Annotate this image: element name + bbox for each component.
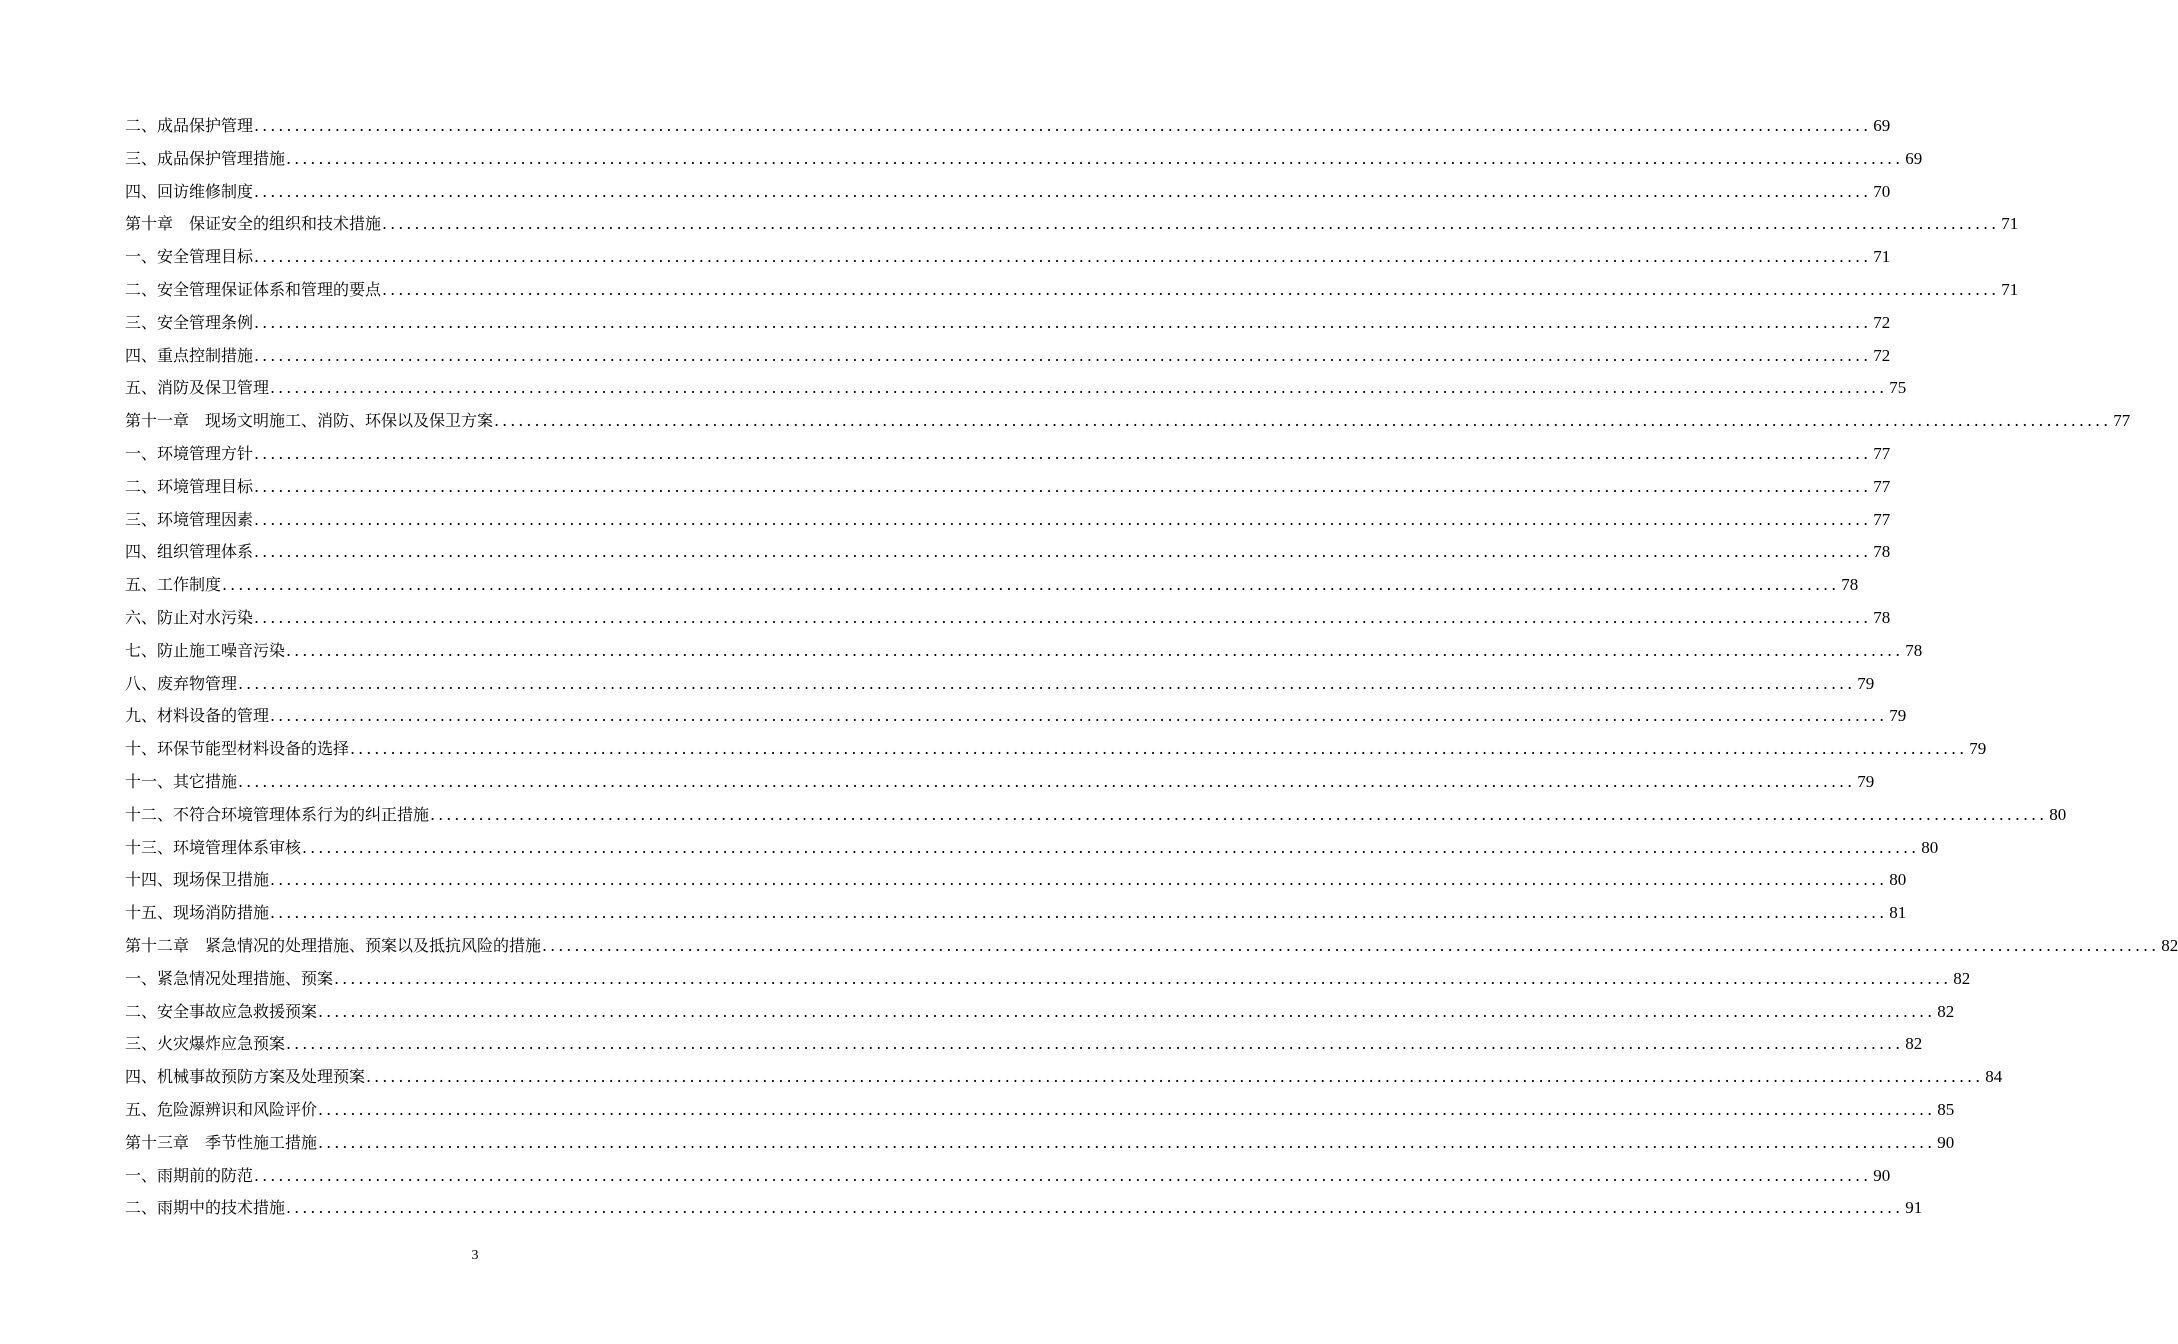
toc-entry[interactable] xyxy=(125,930,2178,963)
toc-entry-title: 六、防止对水污染 xyxy=(125,607,254,627)
toc-leader-dots: ........................................................................................................................................................................................................ xyxy=(254,247,1872,267)
toc-leader-dots: ........................................................................................................................................................................................................ xyxy=(254,116,1872,135)
toc-leader-dots: ........................................................................................................................................................................................................ xyxy=(254,476,1872,496)
toc-entry-page: 69 xyxy=(1873,116,1891,135)
toc-entry[interactable] xyxy=(125,700,1907,733)
toc-leader-dots: ........................................................................................................................................................................................................ xyxy=(382,279,2000,299)
toc-entry-title: 一、雨期前的防范 xyxy=(125,1165,254,1185)
toc-entry-title: 第十章 保证安全的组织和技术措施 xyxy=(125,214,382,234)
toc-entry-title: 十四、现场保卫措施 xyxy=(125,870,270,890)
toc-entry-page: 82 xyxy=(1953,968,1971,988)
toc-entry-page: 80 xyxy=(1889,870,1907,890)
toc-entry[interactable] xyxy=(125,208,2019,241)
toc-entry-title: 三、环境管理因素 xyxy=(125,509,254,529)
toc-entry-page: 77 xyxy=(1873,509,1891,529)
toc-entry[interactable] xyxy=(125,996,1955,1029)
toc-entry[interactable] xyxy=(125,438,1891,471)
toc-entry-page: 72 xyxy=(1873,345,1891,365)
toc-leader-dots: ........................................................................................................................................................................................................ xyxy=(382,214,2000,234)
toc-entry-page: 79 xyxy=(1857,673,1875,693)
toc-entry-title: 二、环境管理目标 xyxy=(125,476,254,496)
toc-entry-page: 79 xyxy=(1969,739,1987,759)
toc-leader-dots: ........................................................................................................................................................................................................ xyxy=(286,148,1904,168)
toc-entry-page: 78 xyxy=(1873,542,1891,562)
toc-entry[interactable] xyxy=(125,143,1923,176)
toc-entry[interactable] xyxy=(125,307,1891,340)
toc-entry-title: 二、安全事故应急救援预案 xyxy=(125,1001,318,1021)
toc-leader-dots: ........................................................................................................................................................................................................ xyxy=(254,443,1872,463)
toc-entry-title: 一、安全管理目标 xyxy=(125,247,254,267)
toc-entry[interactable] xyxy=(125,536,1891,569)
toc-entry-page: 79 xyxy=(1889,706,1907,726)
toc-entry-page: 70 xyxy=(1873,181,1891,201)
toc-entry-title: 第十一章 现场文明施工、消防、环保以及保卫方案 xyxy=(125,411,494,431)
toc-entry-title: 三、安全管理条例 xyxy=(125,312,254,332)
toc-entry[interactable] xyxy=(125,832,1939,865)
toc-entry-title: 十三、环境管理体系审核 xyxy=(125,837,302,857)
toc-entry-page: 84 xyxy=(1985,1067,2003,1087)
toc-entry[interactable] xyxy=(125,1028,1923,1061)
toc-entry-title: 三、成品保护管理措施 xyxy=(125,148,286,168)
toc-entry-title: 第十三章 季节性施工措施 xyxy=(125,1132,318,1152)
toc-entry[interactable] xyxy=(125,635,1923,668)
toc-entry-title: 五、工作制度 xyxy=(125,575,222,595)
toc-leader-dots: ........................................................................................................................................................................................................ xyxy=(334,968,1952,988)
toc-entry[interactable] xyxy=(125,668,1875,701)
toc-entry-title: 一、紧急情况处理措施、预案 xyxy=(125,968,334,988)
toc-entry[interactable] xyxy=(125,1061,2003,1094)
toc-leader-dots: ........................................................................................................................................................................................................ xyxy=(286,1034,1904,1054)
toc-leader-dots: ........................................................................................................................................................................................................ xyxy=(238,673,1856,693)
table-of-contents xyxy=(125,110,2178,1225)
toc-leader-dots: ........................................................................................................................................................................................................ xyxy=(318,1132,1936,1152)
toc-entry-page: 90 xyxy=(1937,1132,1955,1152)
toc-leader-dots: ........................................................................................................................................................................................................ xyxy=(254,509,1872,529)
toc-entry-page: 91 xyxy=(1905,1198,1923,1218)
toc-entry[interactable] xyxy=(125,569,1859,602)
toc-leader-dots: ........................................................................................................................................................................................................ xyxy=(494,411,2112,431)
toc-entry-title: 五、危险源辨识和风险评价 xyxy=(125,1099,318,1119)
toc-entry-title: 一、环境管理方针 xyxy=(125,443,254,463)
toc-entry-title: 二、安全管理保证体系和管理的要点 xyxy=(125,279,382,299)
toc-entry-page: 72 xyxy=(1873,312,1891,332)
toc-entry[interactable] xyxy=(125,372,1907,405)
toc-leader-dots: ........................................................................................................................................................................................................ xyxy=(270,706,1888,726)
toc-entry-page: 79 xyxy=(1857,771,1875,791)
toc-entry[interactable] xyxy=(125,799,2067,832)
toc-entry-page: 78 xyxy=(1905,640,1923,660)
toc-leader-dots: ........................................................................................................................................................................................................ xyxy=(270,870,1888,890)
toc-entry-title: 十五、现场消防措施 xyxy=(125,903,270,923)
toc-leader-dots: ........................................................................................................................................................................................................ xyxy=(286,1198,1904,1218)
toc-entry-page: 69 xyxy=(1905,148,1923,168)
toc-leader-dots: ........................................................................................................................................................................................................ xyxy=(270,903,1888,923)
toc-entry-page: 77 xyxy=(1873,476,1891,496)
toc-entry-page: 82 xyxy=(1905,1034,1923,1054)
toc-entry[interactable] xyxy=(125,176,1891,209)
toc-entry-page: 80 xyxy=(1921,837,1939,857)
toc-entry-page: 78 xyxy=(1873,607,1891,627)
toc-entry-page: 78 xyxy=(1841,575,1859,595)
toc-leader-dots: ........................................................................................................................................................................................................ xyxy=(318,1099,1936,1119)
toc-leader-dots: ........................................................................................................................................................................................................ xyxy=(222,575,1840,595)
toc-entry-title: 七、防止施工噪音污染 xyxy=(125,640,286,660)
toc-leader-dots: ........................................................................................................................................................................................................ xyxy=(350,739,1968,759)
toc-entry[interactable] xyxy=(125,864,1907,897)
toc-entry-title: 二、成品保护管理 xyxy=(125,116,254,135)
toc-entry-title: 十一、其它措施 xyxy=(125,771,238,791)
toc-leader-dots: ........................................................................................................................................................................................................ xyxy=(254,607,1872,627)
toc-entry[interactable] xyxy=(125,897,1907,930)
toc-entry[interactable] xyxy=(125,1127,1955,1160)
toc-entry-title: 四、机械事故预防方案及处理预案 xyxy=(125,1067,366,1087)
toc-leader-dots: ........................................................................................................................................................................................................ xyxy=(254,542,1872,562)
toc-entry[interactable] xyxy=(125,766,1875,799)
toc-leader-dots: ........................................................................................................................................................................................................ xyxy=(254,345,1872,365)
toc-entry-page: 80 xyxy=(2049,804,2067,824)
toc-leader-dots: ........................................................................................................................................................................................................ xyxy=(254,312,1872,332)
toc-entry[interactable] xyxy=(125,110,1891,143)
toc-leader-dots: ........................................................................................................................................................................................................ xyxy=(318,1001,1936,1021)
toc-entry[interactable] xyxy=(125,1192,1923,1225)
toc-entry-page: 77 xyxy=(2113,411,2131,431)
page-number: 3 xyxy=(471,1248,479,1263)
toc-entry-title: 二、雨期中的技术措施 xyxy=(125,1198,286,1218)
toc-entry-page: 71 xyxy=(2001,279,2019,299)
toc-entry[interactable] xyxy=(125,1094,1955,1127)
toc-entry[interactable] xyxy=(125,963,1971,996)
toc-entry-title: 十二、不符合环境管理体系行为的纠正措施 xyxy=(125,804,430,824)
toc-entry-title: 第十二章 紧急情况的处理措施、预案以及抵抗风险的措施 xyxy=(125,935,542,955)
toc-entry[interactable] xyxy=(125,733,1987,766)
toc-entry-title: 三、火灾爆炸应急预案 xyxy=(125,1034,286,1054)
toc-entry-page: 71 xyxy=(1873,247,1891,267)
toc-entry[interactable] xyxy=(125,340,1891,373)
toc-leader-dots: ........................................................................................................................................................................................................ xyxy=(254,1165,1872,1185)
toc-entry-title: 十、环保节能型材料设备的选择 xyxy=(125,739,350,759)
toc-leader-dots: ........................................................................................................................................................................................................ xyxy=(238,771,1856,791)
toc-leader-dots: ........................................................................................................................................................................................................ xyxy=(366,1067,1984,1087)
toc-leader-dots: ........................................................................................................................................................................................................ xyxy=(430,804,2048,824)
toc-entry[interactable] xyxy=(125,602,1891,635)
toc-entry-page: 82 xyxy=(1937,1001,1955,1021)
toc-entry-page: 75 xyxy=(1889,378,1907,398)
toc-entry-page: 77 xyxy=(1873,443,1891,463)
toc-entry-page: 81 xyxy=(1889,903,1907,923)
toc-entry[interactable] xyxy=(125,1160,1891,1193)
toc-entry[interactable] xyxy=(125,471,1891,504)
toc-leader-dots: ........................................................................................................................................................................................................ xyxy=(286,640,1904,660)
toc-entry-title: 九、材料设备的管理 xyxy=(125,706,270,726)
toc-entry-title: 四、组织管理体系 xyxy=(125,542,254,562)
toc-entry-page: 71 xyxy=(2001,214,2019,234)
toc-leader-dots: ........................................................................................................................................................................................................ xyxy=(270,378,1888,398)
toc-entry[interactable] xyxy=(125,241,1891,274)
toc-entry-page: 85 xyxy=(1937,1099,1955,1119)
toc-entry-page: 82 xyxy=(2161,935,2178,955)
toc-entry-title: 五、消防及保卫管理 xyxy=(125,378,270,398)
toc-leader-dots: ........................................................................................................................................................................................................ xyxy=(254,181,1872,201)
toc-entry[interactable] xyxy=(125,504,1891,537)
toc-leader-dots: ........................................................................................................................................................................................................ xyxy=(542,935,2160,955)
toc-entry[interactable] xyxy=(125,405,2131,438)
toc-leader-dots: ........................................................................................................................................................................................................ xyxy=(302,837,1920,857)
toc-entry-page: 90 xyxy=(1873,1165,1891,1185)
toc-entry-title: 四、回访维修制度 xyxy=(125,181,254,201)
toc-entry[interactable] xyxy=(125,274,2019,307)
toc-entry-title: 四、重点控制措施 xyxy=(125,345,254,365)
toc-entry-title: 八、废弃物管理 xyxy=(125,673,238,693)
